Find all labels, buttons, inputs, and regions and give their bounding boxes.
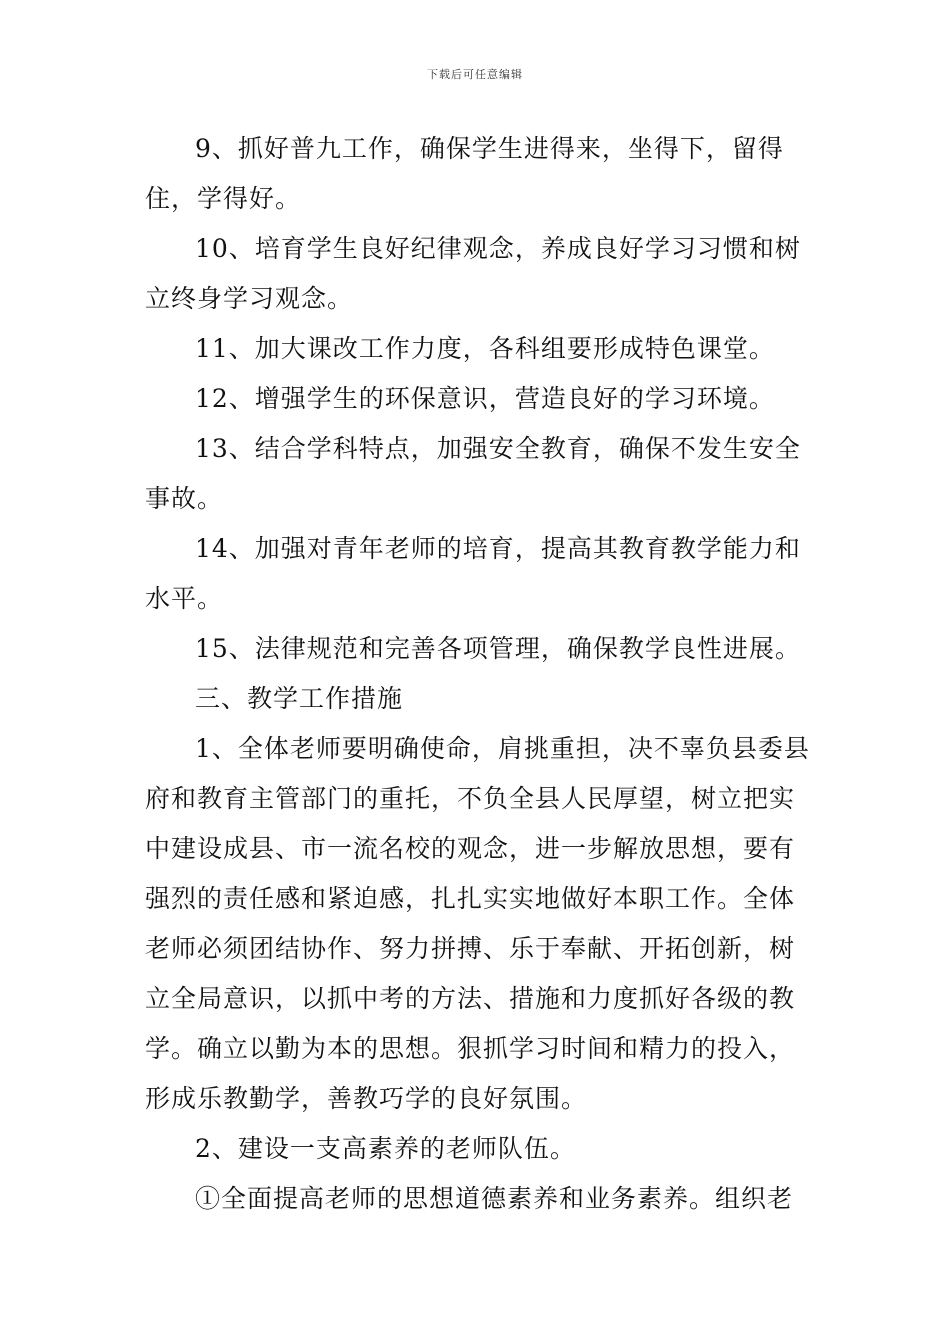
- paragraph-item-11: 11、加大课改工作力度，各科组要形成特色课堂。: [195, 334, 775, 363]
- paragraph-item-10: 10、培育学生良好纪律观念，养成良好学习习惯和树立终身学习观念。: [145, 234, 801, 313]
- section-heading: 三、教学工作措施: [195, 684, 404, 713]
- paragraph-item-9: 9、抓好普九工作，确保学生进得来，坐得下，留得住，学得好。: [145, 134, 784, 213]
- paragraph-item-14: 14、加强对青年老师的培育，提高其教育教学能力和水平。: [145, 534, 801, 613]
- header-note: 下载后可任意编辑: [427, 68, 523, 81]
- paragraph-measure-2: 2、建设一支高素养的老师队伍。: [195, 1134, 576, 1163]
- document-body: [145, 124, 815, 1224]
- paragraph-measure-2-1: ①全面提高老师的思想道德素养和业务素养。组织老: [195, 1184, 794, 1213]
- paragraph-item-12: 12、增强学生的环保意识，营造良好的学习环境。: [195, 384, 775, 413]
- paragraph-item-13: 13、结合学科特点，加强安全教育，确保不发生安全事故。: [145, 434, 801, 513]
- paragraph-item-15: 15、法律规范和完善各项管理，确保教学良性进展。: [195, 634, 801, 663]
- paragraph-measure-1: 1、全体老师要明确使命，肩挑重担，决不辜负县委县府和教育主管部门的重托，不负全县人民厚望，树立把实中建设成县、市一流名校的观念，进一步解放思想，要有强烈的责任感和紧迫感，扎扎实实地做好本职工作。全体老师必须团结协作、努力拼搏、乐于奉献、开拓创新，树立全局意识，以抓中考的方法、措施和力度抓好各级的教学。确立以勤为本的思想。狠抓学习时间和精力的投入，形成乐教勤学，善教巧学的良好氛围。: [145, 734, 810, 1113]
